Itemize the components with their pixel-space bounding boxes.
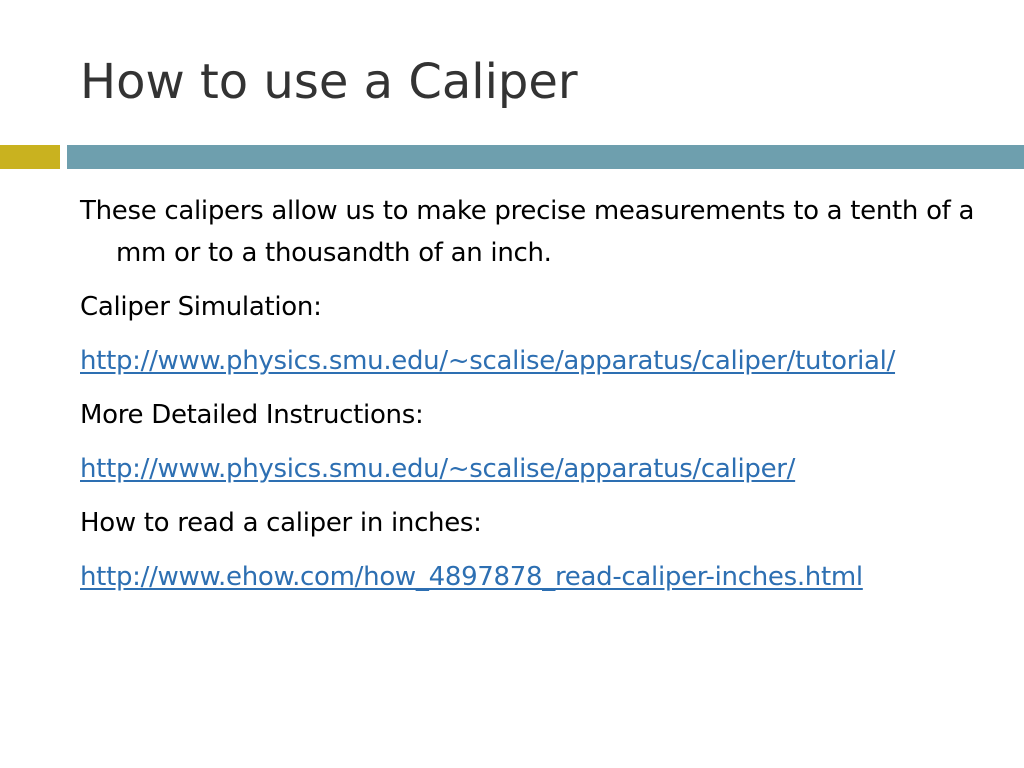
detailed-instructions-link-paragraph	[80, 448, 980, 490]
simulation-link[interactable]: http://www.physics.smu.edu/~scalise/apparatus/caliper/tutorial/	[80, 346, 896, 376]
slide-body	[80, 190, 980, 610]
inches-link-paragraph	[80, 556, 980, 598]
intro-text: These calipers allow us to make precise measurements to a tenth of a mm or to a thousandth of an inch.	[80, 196, 975, 268]
detailed-instructions-label: More Detailed Instructions:	[80, 400, 424, 430]
accent-square	[0, 145, 60, 169]
simulation-label: Caliper Simulation:	[80, 292, 322, 322]
inches-label: How to read a caliper in inches:	[80, 508, 482, 538]
accent-bar	[67, 145, 1024, 169]
simulation-link-paragraph	[80, 340, 980, 382]
detailed-instructions-link[interactable]: http://www.physics.smu.edu/~scalise/apparatus/caliper/	[80, 454, 796, 484]
slide-title: How to use a Caliper	[80, 54, 578, 110]
inches-link[interactable]: http://www.ehow.com/how_4897878_read-caliper-inches.html	[80, 562, 863, 592]
